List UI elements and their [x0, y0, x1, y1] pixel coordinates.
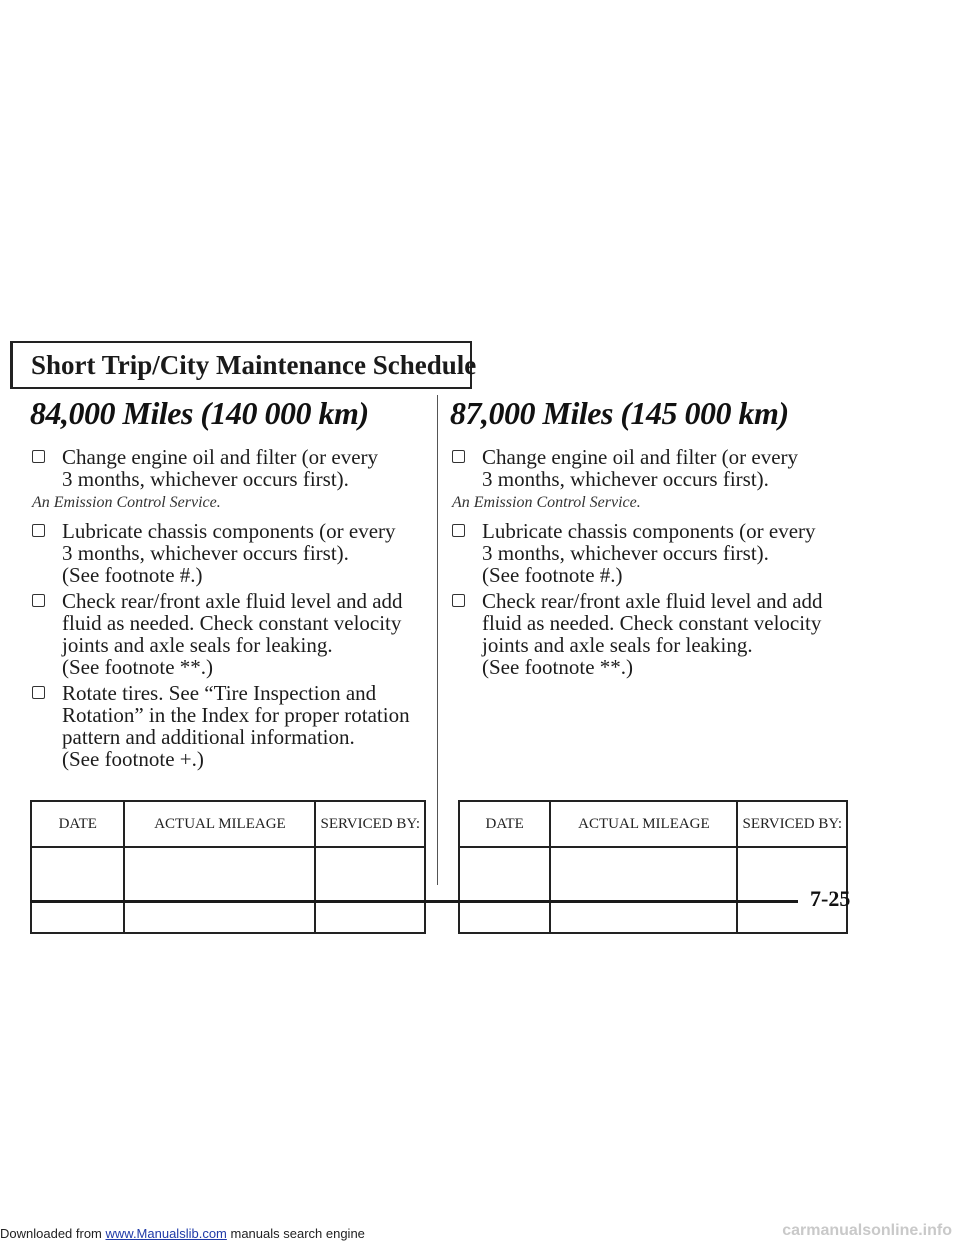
- checklist-item: Check rear/front axle fluid level and add fluid as needed. Check constant velocity joints and axle seals for leaking. (See footnote **.): [450, 590, 870, 678]
- date-cell[interactable]: [459, 847, 550, 933]
- checkbox-icon[interactable]: [32, 686, 45, 699]
- date-header: DATE: [459, 801, 550, 847]
- checklist-item: Lubricate chassis components (or every 3 months, whichever occurs first). (See footnote #.): [450, 520, 870, 586]
- checklist-item: Rotate tires. See “Tire Inspection and Rotation” in the Index for proper rotation pattern and additional information. (See footnote +.): [30, 682, 430, 770]
- mileage-header: ACTUAL MILEAGE: [550, 801, 737, 847]
- serviced-by-cell[interactable]: [315, 847, 425, 933]
- section-84000-miles: [30, 395, 430, 774]
- mileage-cell[interactable]: [550, 847, 737, 933]
- section-title-84000: 84,000 Miles (140 000 km): [30, 395, 369, 431]
- serviced-by-header: SERVICED BY:: [737, 801, 847, 847]
- checklist-item: Lubricate chassis components (or every 3 months, whichever occurs first). (See footnote #.): [30, 520, 430, 586]
- site-watermark: carmanualsonline.info: [782, 1222, 952, 1239]
- checkbox-icon[interactable]: [32, 524, 45, 537]
- checkbox-icon[interactable]: [32, 594, 45, 607]
- checklist-item: Change engine oil and filter (or every 3 months, whichever occurs first).: [450, 446, 870, 490]
- checkbox-icon[interactable]: [452, 594, 465, 607]
- column-divider: [437, 395, 438, 885]
- section-title-87000: 87,000 Miles (145 000 km): [450, 395, 789, 431]
- checkbox-icon[interactable]: [452, 524, 465, 537]
- page-number: 7-25: [810, 886, 851, 911]
- schedule-header-title: Short Trip/City Maintenance Schedule: [31, 349, 477, 380]
- service-log-table-84000: [30, 800, 426, 934]
- checkbox-icon[interactable]: [32, 450, 45, 463]
- checkbox-icon[interactable]: [452, 450, 465, 463]
- checklist-item: Check rear/front axle fluid level and add fluid as needed. Check constant velocity joints and axle seals for leaking. (See footnote **.): [30, 590, 430, 678]
- footer-rule: [30, 900, 798, 903]
- checklist-item: Change engine oil and filter (or every 3 months, whichever occurs first).: [30, 446, 430, 490]
- service-log-table-87000: [458, 800, 851, 934]
- section-87000-miles: [450, 395, 870, 682]
- mileage-cell[interactable]: [124, 847, 315, 933]
- mileage-header: ACTUAL MILEAGE: [124, 801, 315, 847]
- date-cell[interactable]: [31, 847, 124, 933]
- download-banner: Downloaded from www.Manualslib.com manuals search engine: [0, 1226, 365, 1241]
- manualslib-link[interactable]: www.Manualslib.com: [105, 1226, 227, 1241]
- date-header: DATE: [31, 801, 124, 847]
- schedule-header: [10, 341, 477, 389]
- serviced-by-header: SERVICED BY:: [315, 801, 425, 847]
- emission-note: An Emission Control Service.: [452, 494, 641, 511]
- emission-note: An Emission Control Service.: [32, 494, 221, 511]
